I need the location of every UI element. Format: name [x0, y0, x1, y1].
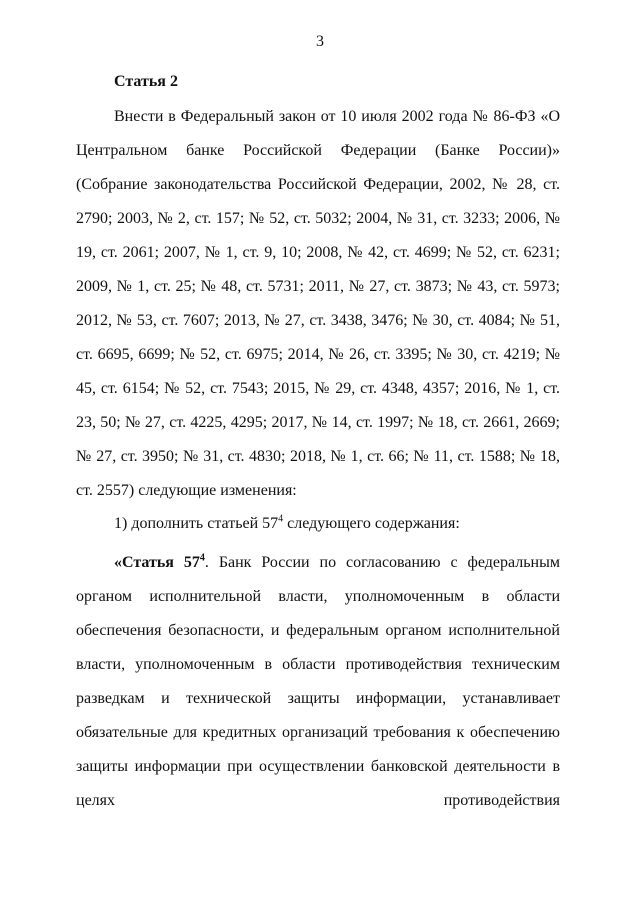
article-intro-text: Внести в Федеральный закон от 10 июля 2002 года № 86-ФЗ «О Центральном банке Российской Федерации (Банке России)» (Собрание законодательства Российской Федерации, 2002, № 28, ст. 2790; 2003, № 2, ст. 157; № 52, ст. 5032; 2004, № 31, ст. 3233; 2006, № 19, ст. 2061; 2007, № 1, ст. 9, 10; 2008, № 42, ст. 4699; № 52, ст. 6231; 2009, № 1, ст. 25; № 48, ст. 5731; 2011, № 27, ст. 3873; № 43, ст. 5973; 2012, № 53, ст. 7607; 2013, № 27, ст. 3438, 3476; № 30, ст. 4084; № 51, ст. 6695, 6699; № 52, ст. 6975; 2014, № 26, ст. 3395; № 30, ст. 4219; № 45, ст. 6154; № 52, ст. 7543; 2015, № 29, ст. 4348, 4357; 2016, № 1, ст. 23, 50; № 27, ст. 4225, 4295; 2017, № 14, ст. 1997; № 18, ст. 2661, 2669; № 27, ст. 3950; № 31, ст. 4830; 2018, № 1, ст. 66; № 11, ст. 1588; № 18, ст. 2557) следующие изменения: [76, 108, 560, 499]
article-57-4-text: Банк России по согласованию с федеральным органом исполнительной власти, уполномоченным в области обеспечения безопасности, и федеральным органом исполнительной власти, уполномоченным в области противодействия техническим разведкам и технической защиты информации, устанавливает обязательные для кредитных организаций требования к обеспечению защиты информации при осуществлении банковской деятельности в целях противодействия [76, 554, 560, 809]
item1-suffix: следующего содержания: [283, 515, 460, 532]
article-57-4-paragraph [76, 546, 560, 818]
article-heading: Статья 2 [114, 73, 178, 90]
item1-superscript: 4 [278, 513, 284, 525]
article-57-4-dot: . [204, 554, 209, 571]
article-intro-paragraph [76, 100, 560, 508]
page-number: 3 [316, 33, 324, 50]
amendment-item-1 [114, 514, 460, 534]
item1-prefix: 1) дополнить статьей 57 [114, 515, 279, 532]
article-57-4-title: «Статья $57^4$ [114, 552, 205, 571]
